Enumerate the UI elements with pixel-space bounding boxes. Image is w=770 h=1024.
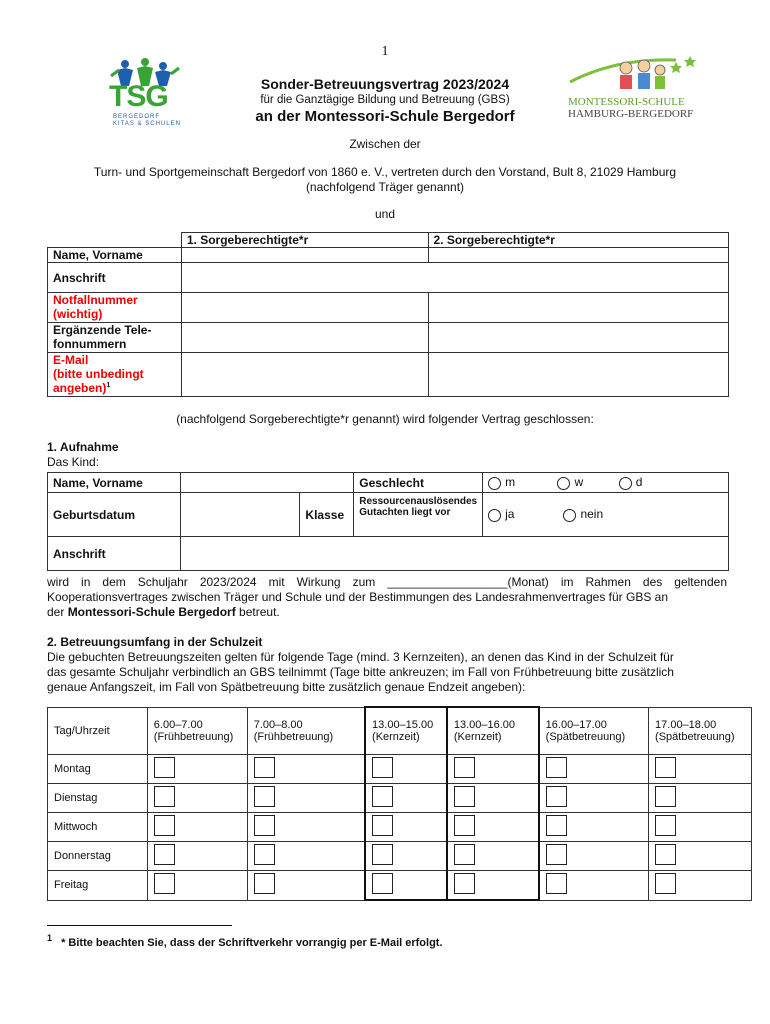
tsg-logo-sub1: BERGEDORF (113, 114, 161, 120)
class-label: Klasse (300, 493, 354, 537)
gender-m-option[interactable] (488, 475, 554, 489)
checkbox-tue-3[interactable] (372, 786, 393, 807)
montessori-logo-line2: HAMBURG-BERGEDORF (568, 108, 694, 120)
party-line-2: (nachfolgend Träger genannt) (305, 180, 465, 194)
email-label-line2: (bitte unbedingt (53, 367, 144, 381)
resource-label-line1: Ressourcenauslösendes (359, 496, 478, 507)
schedule-col-3 (365, 707, 447, 755)
resource-yes-text: ja (505, 507, 515, 522)
between-label: Zwischen der (349, 137, 421, 151)
address-label: Anschrift (48, 263, 182, 293)
schedule-col-5 (539, 707, 649, 755)
party-line-1: Turn- und Sportgemeinschaft Bergedorf von 1860 e. V., vertreten durch den Vorstand, Bult 8, 21029 Hamburg (93, 165, 677, 179)
child-address-label: Anschrift (48, 537, 181, 571)
resource-no-option[interactable] (563, 507, 603, 521)
guardian-1-emergency-field[interactable] (181, 293, 428, 323)
schedule-col-4-time: 13.00–16.00 (453, 719, 516, 731)
gender-w-text: w (574, 475, 584, 490)
schedule-col-5-kind: (Spätbetreuung) (545, 730, 626, 743)
resource-options (483, 493, 729, 537)
guardian-1-email-field[interactable] (181, 353, 428, 397)
birthdate-field[interactable] (180, 493, 300, 537)
email-label-line3-text: angeben) (53, 381, 107, 395)
checkbox-fri-2[interactable] (254, 873, 275, 894)
checkbox-fri-6[interactable] (655, 873, 676, 894)
section1-text-3c: betreut. (235, 605, 280, 619)
resource-no-text: nein (580, 507, 604, 522)
footnote-text: * Bitte beachten Sie, dass der Schriftverkehr vorrangig per E-Mail erfolgt. (61, 936, 443, 949)
schedule-col-3-kind: (Kernzeit) (372, 731, 420, 743)
section1-heading: 1. Aufnahme (47, 440, 119, 454)
resource-label-line2: Gutachten liegt vor (359, 507, 451, 518)
checkbox-mon-3[interactable] (372, 757, 393, 778)
checkbox-wed-5[interactable] (546, 815, 567, 836)
radio-icon (563, 509, 576, 522)
and-label: und (374, 207, 396, 221)
checkbox-wed-6[interactable] (655, 815, 676, 836)
tsg-logo-sub2: KITAS & SCHULEN (113, 121, 181, 127)
email-label-line3 (53, 381, 176, 395)
email-label (48, 353, 182, 397)
schedule-col-6-time: 17.00–18.00 (655, 718, 717, 731)
name-label: Name, Vorname (48, 248, 182, 263)
schedule-col-6 (649, 707, 752, 755)
schedule-col-4 (447, 707, 539, 755)
montessori-logo (566, 52, 706, 124)
checkbox-thu-3[interactable] (372, 844, 393, 865)
contract-title: Sonder-Betreuungsvertrag 2023/2024 (260, 76, 510, 92)
checkbox-tue-1[interactable] (154, 786, 175, 807)
checkbox-wed-3[interactable] (372, 815, 393, 836)
checkbox-mon-1[interactable] (154, 757, 175, 778)
schedule-col-1-kind: (Frühbetreuung) (153, 730, 234, 743)
schedule-corner: Tag/Uhrzeit (48, 707, 148, 755)
section1-text-2: Kooperationsvertrages zwischen Träger und Schule und der Bestimmungen des Landesrahmenvertrages für GBS an (47, 590, 669, 604)
section1-text-1: wird in dem Schuljahr 2023/2024 mit Wirkung zum __________________(Monat) im Rahmen des geltenden (47, 575, 727, 589)
guardian-2-name-field[interactable] (428, 248, 729, 263)
checkbox-thu-5[interactable] (546, 844, 567, 865)
section2-heading: 2. Betreuungsumfang in der Schulzeit (47, 635, 263, 649)
schedule-col-5-time: 16.00–17.00 (545, 718, 607, 731)
child-label: Das Kind: (47, 455, 100, 469)
tsg-logo-text: TSG (109, 80, 168, 113)
schedule-col-2-time: 7.00–8.00 (253, 718, 303, 731)
child-name-field[interactable] (180, 473, 354, 493)
emergency-label (48, 293, 182, 323)
schedule-col-2 (247, 707, 365, 755)
checkbox-thu-2[interactable] (254, 844, 275, 865)
schedule-col-3-time: 13.00–15.00 (372, 719, 434, 731)
checkbox-tue-2[interactable] (254, 786, 275, 807)
phone-label-line2: fonnummern (53, 337, 127, 351)
section2-text-3: genaue Anfangszeit, im Fall von Spätbetreuung bitte zusätzlich genaue Endzeit angeben): (47, 680, 526, 694)
guardian-2-emergency-field[interactable] (428, 293, 729, 323)
radio-icon (557, 477, 570, 490)
gender-d-text: d (635, 475, 643, 490)
checkbox-thu-4[interactable] (454, 844, 475, 865)
child-table (47, 472, 729, 571)
gender-w-option[interactable] (557, 475, 615, 489)
gender-d-option[interactable] (619, 475, 643, 489)
schedule-col-2-kind: (Frühbetreuung) (253, 730, 334, 743)
schedule-col-4-kind: (Kernzeit) (453, 731, 502, 743)
tsg-logo (105, 56, 185, 128)
birthdate-label: Geburtsdatum (48, 493, 181, 537)
checkbox-tue-5[interactable] (546, 786, 567, 807)
day-thursday: Donnerstag (48, 842, 148, 871)
gender-label: Geschlecht (354, 473, 483, 493)
radio-icon (488, 509, 501, 522)
checkbox-fri-4[interactable] (454, 873, 475, 894)
schedule-col-6-kind: (Spätbetreuung) (655, 730, 735, 743)
footnote-mark: 1 (47, 933, 53, 943)
page-number: 1 (381, 44, 389, 59)
checkbox-fri-5[interactable] (546, 873, 567, 894)
emergency-label-line2: (wichtig) (53, 307, 103, 321)
section1-text-3a: der (47, 605, 68, 619)
footnote-ref: 1 (106, 382, 111, 389)
child-name-label: Name, Vorname (48, 473, 181, 493)
footnote-divider (47, 925, 232, 926)
checkbox-wed-4[interactable] (454, 815, 475, 836)
section1-text-3 (47, 605, 727, 620)
checkbox-tue-6[interactable] (655, 786, 676, 807)
gender-options (483, 473, 729, 493)
checkbox-mon-6[interactable] (655, 757, 676, 778)
schedule-col-1 (147, 707, 247, 755)
schedule-table (47, 706, 752, 901)
guardian-1-header: 1. Sorgeberechtigte*r (181, 233, 428, 248)
day-monday: Montag (48, 755, 148, 784)
checkbox-wed-1[interactable] (154, 815, 175, 836)
day-friday: Freitag (48, 871, 148, 901)
guardians-table (47, 232, 729, 397)
day-tuesday: Dienstag (48, 784, 148, 813)
resource-label (354, 493, 483, 537)
phone-label (48, 323, 182, 353)
school-name: an der Montessori-Schule Bergedorf (255, 108, 515, 125)
email-label-line1: E-Mail (53, 353, 89, 367)
section2-text-2: das gesamte Schuljahr verbindlich an GBS teilnimmt (Tage bitte ankreuzen; im Fall von Frühbetreuung bitte zusätzlich (47, 665, 674, 679)
schedule-col-1-time: 6.00–7.00 (153, 718, 203, 731)
guardian-2-email-field[interactable] (428, 353, 729, 397)
checkbox-tue-4[interactable] (454, 786, 475, 807)
contract-line: (nachfolgend Sorgeberechtigte*r genannt) wird folgender Vertrag geschlossen: (176, 412, 594, 426)
checkbox-thu-6[interactable] (655, 844, 676, 865)
guardian-1-name-field[interactable] (181, 248, 428, 263)
gender-m-text: m (505, 475, 516, 490)
guardian-2-header: 2. Sorgeberechtigte*r (428, 233, 729, 248)
guardian-2-phone-field[interactable] (428, 323, 729, 353)
section1-school-name: Montessori-Schule Bergedorf (67, 605, 236, 619)
checkbox-fri-3[interactable] (372, 873, 393, 894)
day-wednesday: Mittwoch (48, 813, 148, 842)
resource-yes-option[interactable] (488, 507, 560, 521)
checkbox-wed-2[interactable] (254, 815, 275, 836)
checkbox-mon-2[interactable] (254, 757, 275, 778)
montessori-children-icon (566, 52, 706, 96)
phone-label-line1: Ergänzende Tele- (53, 323, 152, 337)
footnote (47, 933, 443, 949)
radio-icon (619, 477, 632, 490)
checkbox-fri-1[interactable] (154, 873, 175, 894)
radio-icon (488, 477, 501, 490)
child-address-field[interactable] (180, 537, 728, 571)
section2-text-1: Die gebuchten Betreuungszeiten gelten für folgende Tage (mind. 3 Kernzeiten), an denen das Kind in der Schulzeit für (47, 650, 674, 664)
guardian-address-field[interactable] (181, 263, 728, 293)
guardian-1-phone-field[interactable] (181, 323, 428, 353)
montessori-logo-line1: MONTESSORI-SCHULE (568, 96, 685, 108)
emergency-label-line1: Notfallnummer (53, 293, 138, 307)
contract-subtitle: für die Ganztägige Bildung und Betreuung (GBS) (260, 94, 510, 106)
checkbox-mon-4[interactable] (454, 757, 475, 778)
checkbox-thu-1[interactable] (154, 844, 175, 865)
checkbox-mon-5[interactable] (546, 757, 567, 778)
